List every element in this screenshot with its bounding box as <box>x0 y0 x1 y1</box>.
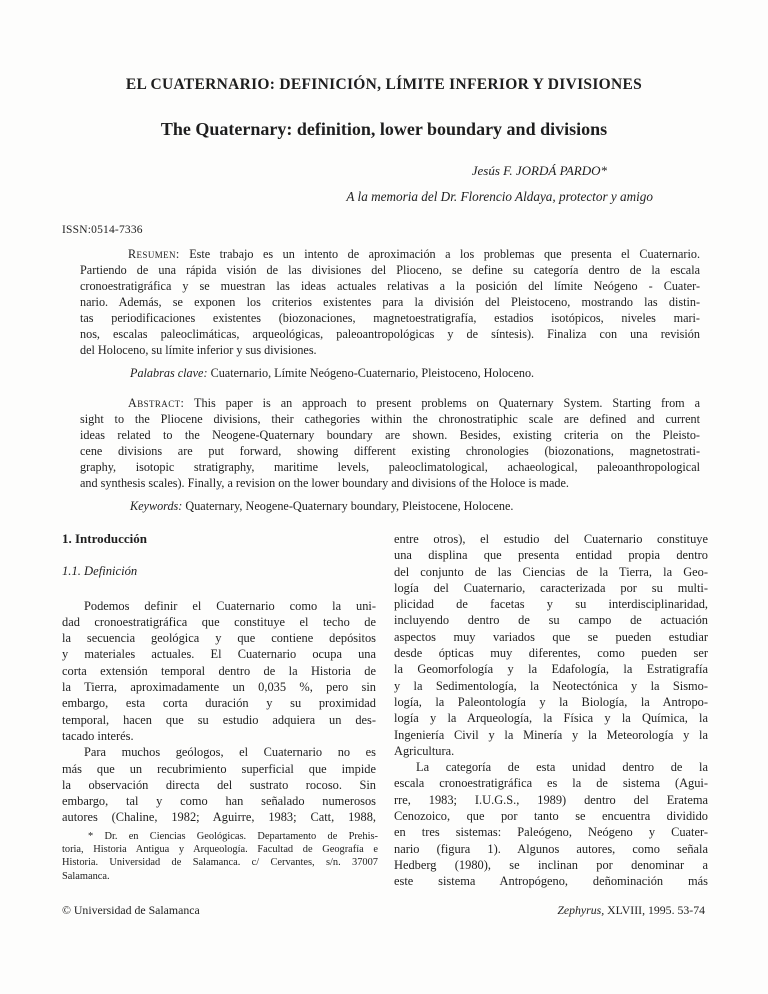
right-paragraph-2 <box>394 759 708 889</box>
text-line: del conjunto de las Ciencias de la Tierra, la Geo- <box>394 564 708 579</box>
palabras-clave-label: Palabras clave: <box>130 366 208 380</box>
text-line: incluyendo dentro de su campo de actuación <box>394 613 708 628</box>
text-line: * Dr. en Ciencias Geológicas. Departamento de Prehis- <box>88 831 378 842</box>
text-line: este sistema Antropógeno, deñominación más <box>394 874 708 889</box>
text-line: dad cronoestratigráfica que constituye el techo de <box>62 614 376 629</box>
resumen-text-lines <box>80 262 700 358</box>
abstract-first-line <box>80 395 700 411</box>
text-line: entre otros), el estudio del Cuaternario constituye <box>394 532 708 546</box>
resumen-first-line <box>80 246 700 262</box>
text-line: desde ópticas muy diferentes, como pueden ser <box>394 646 708 661</box>
section-heading: 1. Introducción <box>62 531 147 546</box>
text-line: escala cronoestratigráfica es la de sistema (Agui- <box>394 776 708 791</box>
text-line: logía del Cuaternario, caracterizada por su multi- <box>394 580 708 595</box>
palabras-clave-text: Cuaternario, Límite Neógeno-Cuaternario, Pleistoceno, Holoceno. <box>210 366 535 380</box>
abstract-block <box>80 395 700 514</box>
resumen-label: Resumen: <box>128 247 180 261</box>
dedication-text: A la memoria del Dr. Florencio Aldaya, protector y amigo <box>346 189 653 204</box>
text-line: nos, escalas paleoclimáticas, arqueológicas, paleoantropológicas y de síntesis). Finaliza con una revisión <box>80 327 700 341</box>
text-line: del Holoceno, su límite inferior y sus divisiones. <box>80 343 317 357</box>
text-line: cronoestratigráfica y se muestran las ideas actuales relativas a la posición del límite Neógeno - Cuater- <box>80 279 700 293</box>
paper-title-english: The Quaternary: definition, lower boundary and divisions <box>160 119 608 139</box>
text-line: autores (Chaline, 1982; Aguirre, 1983; Catt, 1988, <box>62 810 376 825</box>
text-line: aspectos muy variados que se pueden estudiar <box>394 629 708 644</box>
text-line: Salamanca. <box>62 870 110 882</box>
abstract-first-line-text: This paper is an approach to present problems on Quaternary System. Starting from a <box>194 396 700 410</box>
text-line: nario. Además, se exponen los criterios existentes para la división del Pleistoceno, mostrando las distin- <box>80 295 700 309</box>
text-line: toria, Historia Antigua y Arqueología. Facultad de Geografía e <box>62 844 378 856</box>
text-line: logía, la Paleontología y la Biología, la Antropo- <box>394 694 708 709</box>
text-line: más que un recubrimiento superficial que impide <box>62 761 376 776</box>
text-line: tacado interés. <box>62 728 134 743</box>
text-line: temporal, hacen que su estudio adquiera un des- <box>62 712 376 727</box>
text-line: Hedberg (1980), se inclinan por denominar a <box>394 857 708 872</box>
text-line: embargo, tal y como han señalado numerosos <box>62 794 376 809</box>
journal-name: Zephyrus, <box>557 903 605 917</box>
text-line: nario (figura 1). Algunos autores, como señala <box>394 841 708 856</box>
text-line: la secuencia geológica y que contiene depósitos <box>62 631 376 646</box>
text-line: logía y la Arqueología, la Física y la Química, la <box>394 711 708 726</box>
paper-title-spanish: EL CUATERNARIO: DEFINICIÓN, LÍMITE INFERIOR Y DIVISIONES <box>125 76 643 93</box>
text-line: en tres sistemas: Paleógeno, Neógeno y Cuater- <box>394 825 708 840</box>
journal-reference <box>557 903 705 918</box>
subsection-heading: 1.1. Definición <box>62 564 138 579</box>
text-line: Ingeniería Civil y la Minería y la Meteorología y la <box>394 727 708 742</box>
text-line: graphy, isotopic stratigraphy, maritime levels, paleoclimatological, achaeological, paleoanthropological <box>80 460 700 474</box>
keywords-label: Keywords: <box>130 499 183 513</box>
text-line: y materiales actuales. El Cuaternario ocupa una <box>62 647 376 662</box>
front-matter <box>80 246 700 514</box>
resumen-block <box>80 246 700 381</box>
text-line: y la Sedimentología, la Neotectónica y la Sismo- <box>394 678 708 693</box>
text-line: la Tierra, aproximadamente un 0,035 %, pero sin <box>62 680 376 695</box>
text-line: Cenozoico, que por tanto se encuentra dividido <box>394 809 708 824</box>
keywords-line <box>80 498 700 514</box>
copyright-notice: © Universidad de Salamanca <box>62 903 200 917</box>
author-name: Jesús F. JORDÁ PARDO* <box>471 163 607 178</box>
text-line: cene divisions are put forward, showing different existing chronologies (biozonations, magnetostrati- <box>80 444 700 458</box>
right-paragraph-1 <box>394 531 708 759</box>
left-paragraph-2 <box>62 744 376 825</box>
abstract-text-lines <box>80 411 700 491</box>
text-line: ideas related to the Neogene-Quaternary boundary are shown. Besides, existing criteria on the Pleisto- <box>80 428 700 442</box>
text-line: la observación directa del sustrato rocoso. Sin <box>62 777 376 792</box>
left-paragraph-1 <box>62 598 376 745</box>
text-line: corta extensión temporal dentro de la Historia de <box>62 663 376 678</box>
text-line: sight to the Pliocene divisions, their cathegories within the chronostratiphic scale are defined and current <box>80 412 700 426</box>
palabras-clave-line <box>80 365 700 381</box>
text-line: Partiendo de una rápida visión de las divisiones del Plioceno, se define su categoría dentro de la escala <box>80 263 700 277</box>
resumen-first-line-text: Este trabajo es un intento de aproximación a los problemas que presenta el Cuaternario. <box>189 247 700 261</box>
issn-number: ISSN:0514-7336 <box>62 224 143 236</box>
text-line: Historia. Universidad de Salamanca. c/ Cervantes, s/n. 37007 <box>62 857 378 869</box>
text-line: and synthesis scales). Finally, a revision on the lower boundary and divisions of the Holoce is made. <box>80 476 569 490</box>
abstract-label: Abstract: <box>128 396 185 410</box>
text-line: Agricultura. <box>394 743 455 758</box>
text-line: Podemos definir el Cuaternario como la uni- <box>84 598 376 613</box>
text-line: embargo, esta corta duración y su proximidad <box>62 696 376 711</box>
author-footnote <box>62 830 378 883</box>
text-line: la Geomorfología y la Edafología, la Estratigrafía <box>394 662 708 677</box>
page-footer <box>62 903 705 918</box>
text-line: Para muchos geólogos, el Cuaternario no es <box>84 745 376 760</box>
keywords-text: Quaternary, Neogene-Quaternary boundary, Pleistocene, Holocene. <box>185 499 514 513</box>
journal-issue-info: XLVIII, 1995. 53-74 <box>604 903 705 917</box>
right-column <box>394 531 708 890</box>
text-line: La categoría de esta unidad dentro de la <box>416 760 708 775</box>
text-line: rre, 1983; I.U.G.S., 1989) dentro del Eratema <box>394 792 708 807</box>
text-line: plicidad de facetas y su interdisciplinaridad, <box>394 597 708 612</box>
text-line: tas periodificaciones existentes (biozonaciones, magnetoestratigrafía, estadios isotópicos, niveles mari- <box>80 311 700 325</box>
text-line: una displina que presenta entidad propia dentro <box>394 548 708 563</box>
